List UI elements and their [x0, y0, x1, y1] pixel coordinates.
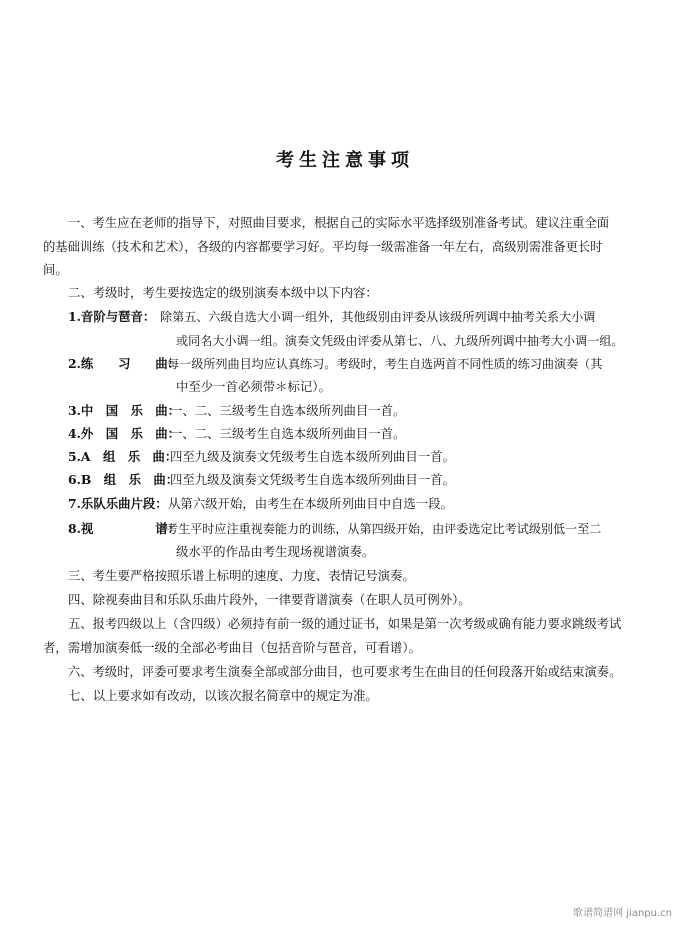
item-4-label: 4.外 国 乐 曲： — [68, 426, 181, 441]
item-8-text-line-2: 级水平的作品由考生现场视谱演奏。 — [176, 544, 375, 559]
item-6-label: 6.B 组 乐 曲： — [68, 472, 179, 487]
site-watermark: 歌谱简谱网 jianpu.cn — [573, 908, 672, 919]
item-8-text-line-1: 考生平时应注重视奏能力的训练，从第四级开始，由评委选定比考试级别低一至二 — [166, 522, 602, 536]
paragraph-3: 三、考生要严格按照乐谱上标明的速度、力度、表情记号演奏。 — [68, 568, 415, 583]
paragraph-1-line-3: 间。 — [43, 262, 68, 277]
item-2-text-line-1: 每一级所列曲目均应认真练习。考级时，考生自选两首不同性质的练习曲演奏（其 — [167, 357, 603, 371]
item-4-text: 一、二、三级考生自选本级所列曲目一首。 — [170, 426, 406, 441]
item-1-label: 1.音阶与琶音： — [68, 309, 156, 324]
item-6-text: 四至九级及演奏文凭级考生自选本级所列曲目一首。 — [170, 472, 455, 487]
item-7-text: 从第六级开始，由考生在本级所列曲目中自选一段。 — [168, 496, 453, 511]
paragraph-2: 二、考级时，考生要按选定的级别演奏本级中以下内容： — [68, 285, 378, 300]
paragraph-6: 六、考级时，评委可要求考生演奏全部或部分曲目，也可要求考生在曲目的任何段落开始或结束演奏。 — [68, 665, 622, 679]
paragraph-5-line-1: 五、报考四级以上（含四级）必须持有前一级的通过证书，如果是第一次考级或确有能力要求跳级考试 — [68, 617, 622, 631]
page-title: 考生注意事项 — [276, 150, 414, 171]
item-3-label: 3.中 国 乐 曲： — [68, 403, 181, 418]
paragraph-1-line-2: 的基础训练（技术和艺术），各级的内容都要学习好。平均每一级需准备一年左右，高级别需准备更长时 — [43, 240, 603, 254]
item-2-text-line-2: 中至少一首必须带＊标记）。 — [176, 379, 331, 394]
item-2-label: 2.练 习 曲： — [68, 356, 181, 371]
paragraph-1-line-1: 一、考生应在老师的指导下，对照曲目要求，根据自己的实际水平选择级别准备考试。建议注重全面 — [68, 216, 610, 230]
paragraph-7: 七、以上要求如有改动，以该次报名简章中的规定为准。 — [68, 688, 378, 703]
item-1-text-line-2: 或同名大小调一组。演奏文凭级由评委从第七、八、九级所列调中抽考大小调一组。 — [176, 334, 624, 348]
item-5-label: 5.A 组 乐 曲： — [68, 449, 178, 464]
item-5-text: 四至九级及演奏文凭级考生自选本级所列曲目一首。 — [170, 449, 455, 464]
paragraph-5-line-2: 者，需增加演奏低一级的全部必考曲目（包括音阶与琶音，可看谱）。 — [43, 640, 421, 655]
item-7-label: 7.乐队乐曲片段： — [68, 496, 168, 511]
item-3-text: 一、二、三级考生自选本级所列曲目一首。 — [170, 403, 406, 418]
item-8-label: 8.视 谱： — [68, 521, 181, 536]
paragraph-4: 四、除视奏曲目和乐队乐曲片段外，一律要背谱演奏（在职人员可例外）。 — [68, 592, 471, 607]
item-1-text-line-1: 除第五、六级自选大小调一组外，其他级别由评委从该级所列调中抽考关系大小调 — [160, 310, 596, 324]
